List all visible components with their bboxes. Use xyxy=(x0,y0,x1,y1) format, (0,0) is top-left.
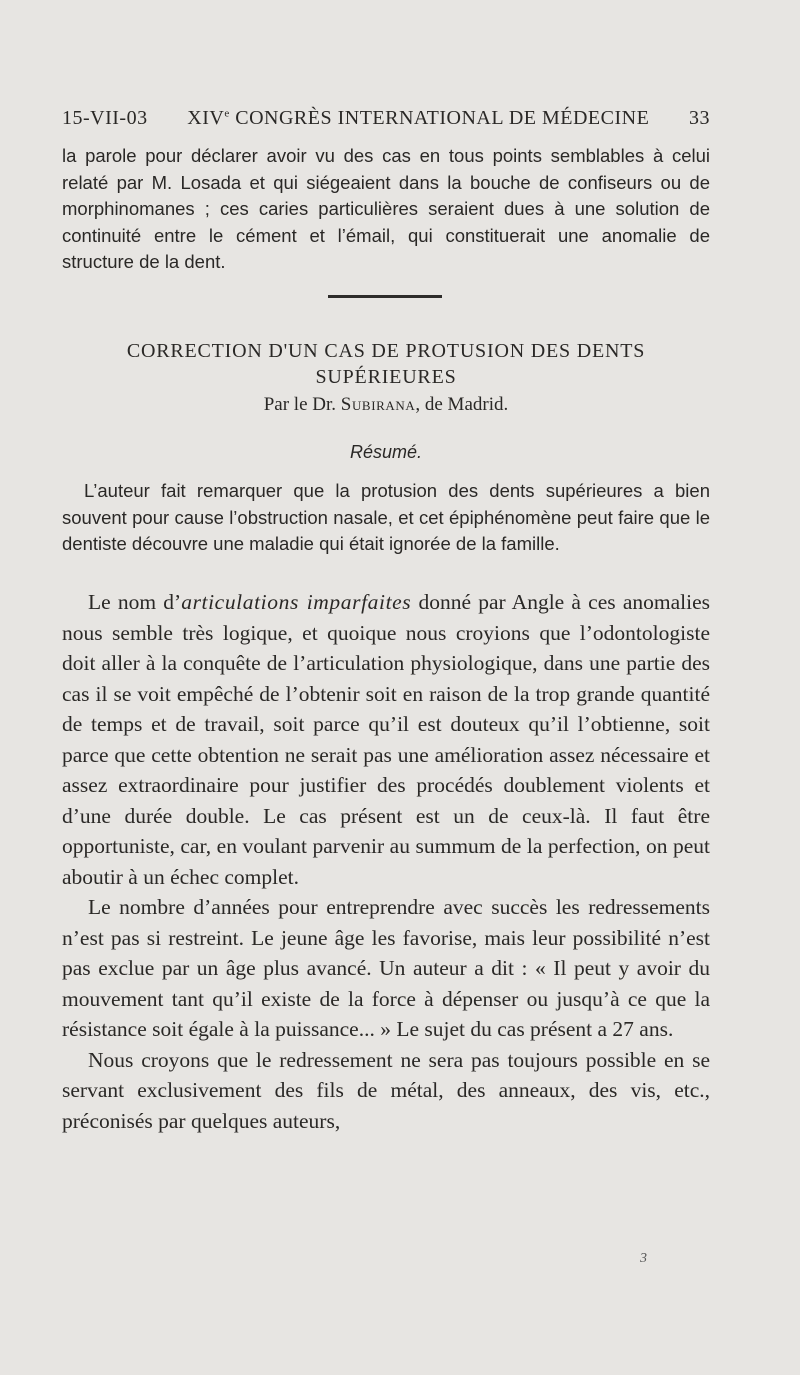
article-title xyxy=(62,338,710,390)
article-title-line-1: CORRECTION D'UN CAS DE PROTUSION DES DENTS xyxy=(126,340,646,362)
byline-prefix: Par le Dr. xyxy=(263,394,337,415)
byline-suffix: , de Madrid. xyxy=(415,394,509,415)
body-paragraph-3: Nous croyons que le redressement ne sera pas toujours possible en se servant exclusivement des fils de métal, des anneaux, des vis, etc., préconisés par quelques auteurs, xyxy=(62,1047,710,1133)
article-byline xyxy=(62,394,710,416)
header-date: 15-VII-03 xyxy=(62,107,148,129)
running-header xyxy=(62,107,710,130)
body-p1-italic: articulations imparfaites xyxy=(181,590,412,614)
resume-heading: Résumé. xyxy=(349,442,423,462)
body-paragraph-1 xyxy=(62,587,710,892)
header-congress: CONGRÈS INTERNATIONAL DE MÉDECINE xyxy=(235,107,650,129)
page-number: 33 xyxy=(689,107,710,129)
article-body xyxy=(62,587,710,1136)
signature-mark: 3 xyxy=(640,1251,647,1266)
article-title-line-2: SUPÉRIEURES xyxy=(315,366,457,388)
resume-text: L’auteur fait remarquer que la protusion des dents supérieures a bien souvent pour cause l’obstruction nasale, et cet épiphénomène peut faire que le dentiste découvre une maladie qui était ignorée de la famille. xyxy=(62,480,710,554)
lead-paragraph-text: la parole pour déclarer avoir vu des cas en tous points semblables à celui relaté par M. Losada et qui siégeaient dans la bouche de confiseurs ou de morphinomanes ; ces caries particulières seraient dues à une solution de continuité entre le cément et l’émail, qui constituerait une anomalie de structure de la dent. xyxy=(62,145,710,272)
body-paragraph-2: Le nombre d’années pour entreprendre avec succès les redressements n’est pas si restreint. Le jeune âge les favorise, mais leur possibilité n’est pas exclue par un âge plus avancé. Un auteur a dit : « Il peut y avoir du mouvement tant qu’il existe de la force à dépenser ou jusqu’à ce que la résistance soit égale à la puissance... » Le sujet du cas présent a 27 ans. xyxy=(62,895,710,1041)
header-series-sup: e xyxy=(224,107,230,120)
header-title xyxy=(187,107,649,130)
section-divider xyxy=(328,295,442,298)
lead-paragraph xyxy=(62,143,710,276)
body-p1-after: donné par Angle à ces anomalies nous semble très logique, et quoique nous croyions que l’odontologiste doit aller à la conquête de l’articulation physiologique, dans une partie des cas il se voit empêché de l’obtenir soit en raison de la trop grande quantité de temps et de travail, soit parce qu’il est douteux qu’il l’obtienne, soit parce que cette obtention ne serait pas une amélioration assez nécessaire et assez extraordinaire pour justifier des procédés doublement violents et d’une durée double. Le cas présent est un de ceux-là. Il faut être opportuniste, car, en voulant parvenir au summum de la perfection, on peut aboutir à un échec complet. xyxy=(62,590,710,889)
resume-body xyxy=(62,478,710,558)
body-p1-before: Le nom d’ xyxy=(88,590,182,614)
byline-author: Subirana xyxy=(340,394,416,415)
header-series: XIV xyxy=(187,107,225,129)
